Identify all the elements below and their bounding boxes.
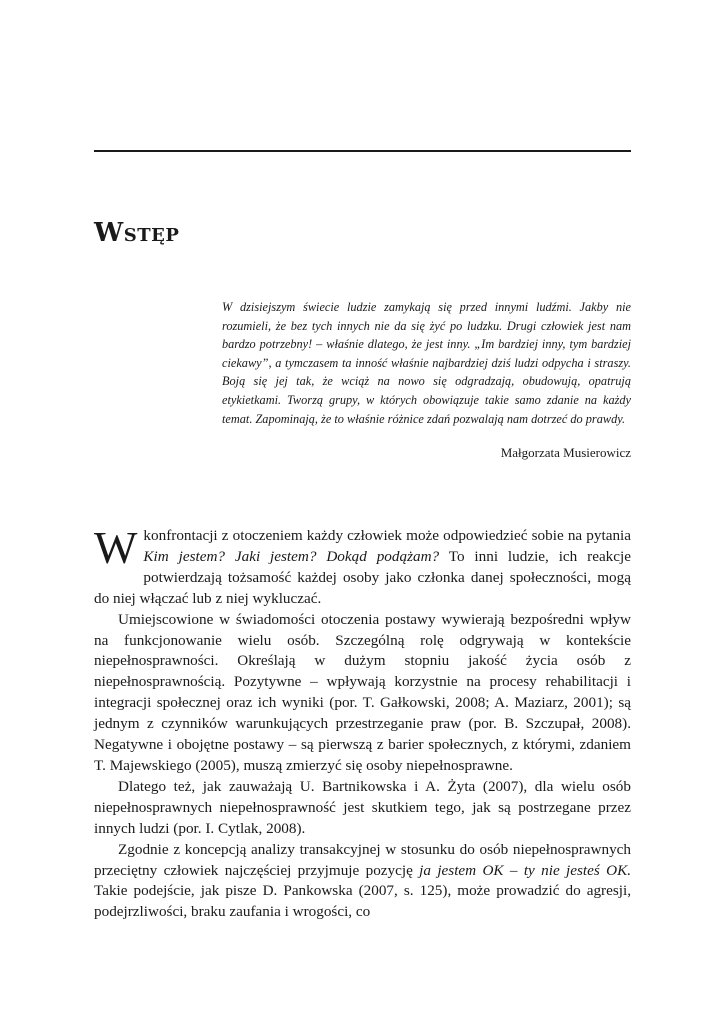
paragraph-4-part-a: Zgodnie z koncepcją analizy transakcyjnej w stosunku do osób niepełnosprawnych przeciętny człowiek najczęściej przyjmuje pozycję xyxy=(94,840,631,879)
drop-cap: W xyxy=(94,522,138,573)
paragraph-1 xyxy=(94,522,631,610)
paragraph-1-part-c: To inni ludzie, ich reakcje potwierdzają tożsamość każdej osoby jako członka danej społeczności, mogą do niej włączać lub z niej wykluczać. xyxy=(94,547,631,607)
top-rule xyxy=(94,150,631,152)
epigraph-quote: W dzisiejszym świecie ludzie zamykają się przed innymi ludźmi. Jakby nie rozumieli, że bez tych innych nie da się żyć po ludzku. Drugi człowiek jest nam bardzo potrzebny! – właśnie dlatego, że jest inny. „Im bardziej inny, tym bardziej ciekawy”, a tymczasem ta inność właśnie najbardziej dziś ludzi odpycha i straszy. Boją się jej tak, że wciąż na nowo się odgradzają, obudowują, opatrują etykietkami. Tworzą grupy, w których obowiązuje takie samo zdanie na każdy temat. Zapominają, że to właśnie różnice zdań pozwalają nam dotrzeć do prawdy. xyxy=(222,300,631,426)
chapter-title: Wstęp xyxy=(94,218,180,248)
paragraph-3: Dlatego też, jak zauważają U. Bartnikowska i A. Żyta (2007), dla wielu osób niepełnosprawnych niepełnosprawność jest skutkiem tego, jak są postrzegane przez innych ludzi (por. I. Cytlak, 2008). xyxy=(94,777,631,837)
body-text xyxy=(94,522,631,923)
paragraph-1-questions: Kim jestem? Jaki jestem? Dokąd podążam? xyxy=(143,547,440,565)
paragraph-4-part-c: Takie podejście, jak pisze D. Pankowska (2007, s. 125), może prowadzić do agresji, podejrzliwości, braku zaufania i wrogości, co xyxy=(94,882,631,921)
paragraph-4-phrase: ja jestem OK – ty nie jesteś OK. xyxy=(419,861,631,879)
paragraph-1-part-a: konfrontacji z otoczeniem każdy człowiek może odpowiedzieć sobie na pytania xyxy=(143,527,631,544)
epigraph-author: Małgorzata Musierowicz xyxy=(500,445,631,460)
paragraph-2: Umiejscowione w świadomości otoczenia postawy wywierają bezpośredni wpływ na funkcjonowanie wielu osób. Szczególną rolę odgrywają w kontekście niepełnosprawności. Określają w dużym stopniu jakość życia osób z niepełnosprawnością. Pozytywne – wpływają korzystnie na procesy rehabilitacji i integracji społecznej oraz ich wyniki (por. T. Gałkowski, 2008; A. Maziarz, 2001); są jednym z czynników warunkujących przestrzeganie praw (por. B. Szczupał, 2008). Negatywne i obojętne postawy – są pierwszą z barier społecznych, z którymi, zdaniem T. Majewskiego (2005), muszą zmierzyć się osoby niepełnosprawne. xyxy=(94,610,631,774)
paragraph-4 xyxy=(94,840,631,924)
